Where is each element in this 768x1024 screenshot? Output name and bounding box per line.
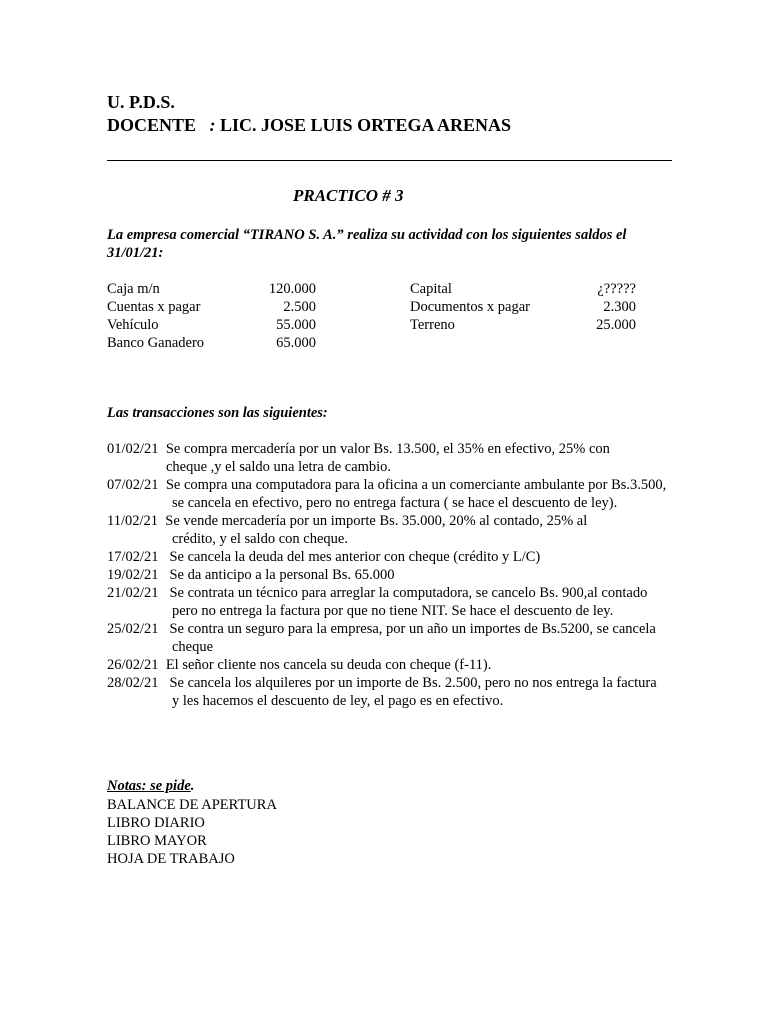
transaction-text: Se compra una computadora para la oficina a un comerciante ambulante por Bs.3.500, bbox=[165, 477, 667, 493]
transaction-continuation: cheque ,y el saldo una letra de cambio. bbox=[166, 459, 392, 475]
transaction-continuation: cheque bbox=[172, 639, 214, 655]
transaction-line bbox=[107, 584, 647, 602]
notes-heading bbox=[107, 778, 194, 795]
balance-account-name: Capital bbox=[410, 281, 452, 297]
intro-paragraph: La empresa comercial “TIRANO S. A.” realiza su actividad con los siguientes saldos el 31/01/21: bbox=[107, 227, 627, 261]
transaction-line bbox=[107, 656, 491, 674]
teacher-label: DOCENTE bbox=[107, 115, 197, 135]
notes-heading-text: Notas: se pide bbox=[107, 778, 191, 794]
notes-item: LIBRO DIARIO bbox=[107, 815, 205, 831]
transaction-text: Se cancela los alquileres por un importe de Bs. 2.500, pero no nos entrega la factura bbox=[169, 675, 657, 691]
notes-item: HOJA DE TRABAJO bbox=[107, 851, 235, 867]
transaction-date: 28/02/21 bbox=[107, 675, 159, 691]
teacher-colon: : bbox=[209, 115, 216, 135]
transaction-date: 07/02/21 bbox=[107, 477, 159, 493]
balance-account-name: Banco Ganadero bbox=[107, 335, 205, 351]
transaction-date: 26/02/21 bbox=[107, 657, 159, 673]
transaction-continuation: crédito, y el saldo con cheque. bbox=[172, 531, 348, 547]
transaction-text: Se vende mercadería por un importe Bs. 35.000, 20% al contado, 25% al bbox=[165, 513, 588, 529]
header-divider bbox=[107, 160, 672, 161]
transaction-line bbox=[107, 548, 540, 566]
transaction-text: Se contrata un técnico para arreglar la computadora, se cancelo Bs. 900,al contado bbox=[169, 585, 648, 601]
transaction-date: 25/02/21 bbox=[107, 621, 159, 637]
transaction-line bbox=[107, 566, 395, 584]
balance-account-name: Caja m/n bbox=[107, 281, 160, 297]
notes-heading-suffix: . bbox=[190, 778, 195, 794]
institution-name: U. P.D.S. bbox=[107, 92, 175, 112]
transaction-continuation: se cancela en efectivo, pero no entrega factura ( se hace el descuento de ley). bbox=[172, 495, 618, 511]
balance-account-amount: 2.500 bbox=[283, 299, 316, 315]
balance-account-name: Terreno bbox=[410, 317, 455, 333]
balance-account-amount: 120.000 bbox=[268, 281, 316, 297]
transaction-line bbox=[107, 620, 656, 638]
transaction-date: 01/02/21 bbox=[107, 441, 159, 457]
balance-account-name: Cuentas x pagar bbox=[107, 299, 201, 315]
teacher-line bbox=[107, 114, 511, 136]
transaction-date: 11/02/21 bbox=[107, 513, 159, 529]
transaction-text: El señor cliente nos cancela su deuda con cheque (f-11). bbox=[165, 657, 492, 673]
transaction-text: Se contra un seguro para la empresa, por un año un importes de Bs.5200, se cancela bbox=[169, 621, 656, 637]
transaction-text: Se cancela la deuda del mes anterior con cheque (crédito y L/C) bbox=[169, 549, 541, 565]
transaction-line bbox=[107, 674, 657, 692]
balance-account-name: Vehículo bbox=[107, 317, 159, 333]
notes-item: LIBRO MAYOR bbox=[107, 833, 207, 849]
transaction-text: Se da anticipo a la personal Bs. 65.000 bbox=[169, 567, 395, 583]
transactions-heading: Las transacciones son las siguientes: bbox=[107, 405, 328, 421]
transaction-line bbox=[107, 440, 610, 458]
transaction-date: 19/02/21 bbox=[107, 567, 159, 583]
balance-account-amount: 55.000 bbox=[276, 317, 316, 333]
balance-account-amount: ¿????? bbox=[597, 281, 636, 297]
teacher-name: LIC. JOSE LUIS ORTEGA ARENAS bbox=[220, 115, 511, 135]
transaction-text: Se compra mercadería por un valor Bs. 13.500, el 35% en efectivo, 25% con bbox=[165, 441, 610, 457]
transaction-continuation: pero no entrega la factura por que no tiene NIT. Se hace el descuento de ley. bbox=[172, 603, 614, 619]
balance-account-amount: 25.000 bbox=[596, 317, 636, 333]
notes-item: BALANCE DE APERTURA bbox=[107, 797, 277, 813]
balance-account-name: Documentos x pagar bbox=[410, 299, 530, 315]
transaction-date: 21/02/21 bbox=[107, 585, 159, 601]
balance-account-amount: 65.000 bbox=[276, 335, 316, 351]
balance-account-amount: 2.300 bbox=[603, 299, 636, 315]
transaction-line bbox=[107, 476, 666, 494]
transaction-line bbox=[107, 512, 587, 530]
transaction-continuation: y les hacemos el descuento de ley, el pago es en efectivo. bbox=[172, 693, 504, 709]
page-title: PRACTICO # 3 bbox=[293, 186, 404, 205]
transaction-date: 17/02/21 bbox=[107, 549, 159, 565]
